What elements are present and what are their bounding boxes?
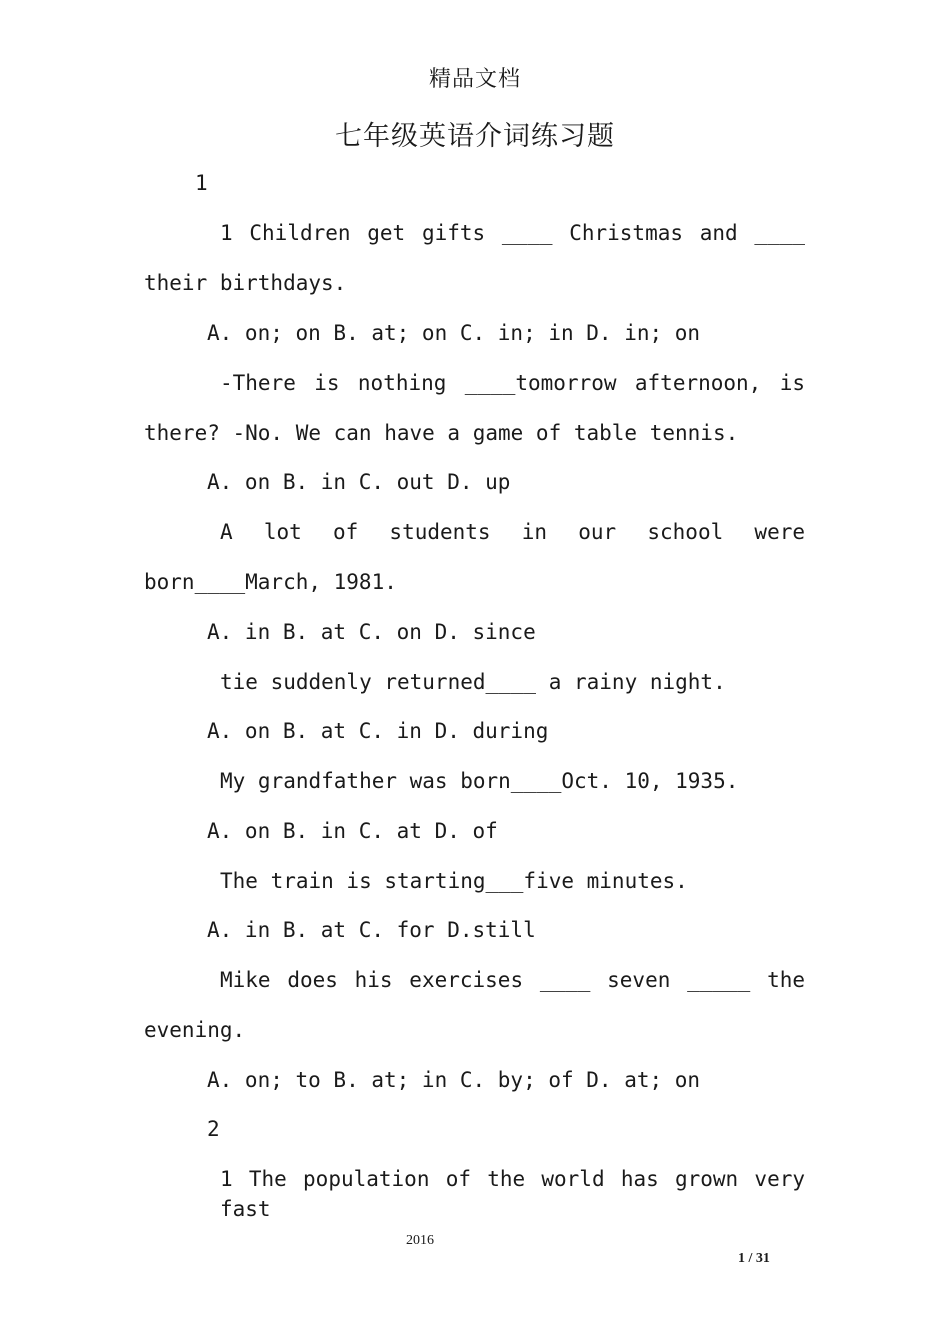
answer-options: A. on B. at C. in D. during bbox=[207, 719, 549, 743]
answer-options: A. on; to B. at; in C. by; of D. at; on bbox=[207, 1068, 701, 1092]
section-number: 2 bbox=[207, 1117, 220, 1141]
question-text: 1 Children get gifts ____ Christmas and ____ bbox=[220, 221, 805, 245]
answer-options: A. in B. at C. on D. since bbox=[207, 620, 536, 644]
footer-year: 2016 bbox=[406, 1233, 434, 1248]
answer-options: A. on B. in C. out D. up bbox=[207, 470, 511, 494]
answer-options: A. in B. at C. for D.still bbox=[207, 918, 536, 942]
question-text: evening. bbox=[144, 1018, 246, 1042]
page-number: 1 / 31 bbox=[738, 1251, 770, 1266]
question-text: Mike does his exercises ____ seven _____ the bbox=[220, 968, 805, 992]
question-text: there? -No. We can have a game of table tennis. bbox=[144, 421, 739, 445]
question-text: tie suddenly returned____ a rainy night. bbox=[220, 670, 726, 694]
question-text: -There is nothing ____tomorrow afternoon, is bbox=[220, 371, 805, 395]
section-number: 1 bbox=[195, 171, 208, 195]
question-text: 1 The population of the world has grown very fast bbox=[220, 1167, 805, 1221]
question-text: born____March, 1981. bbox=[144, 570, 397, 594]
question-text: My grandfather was born____Oct. 10, 1935. bbox=[220, 769, 739, 793]
question-text: A lot of students in our school were bbox=[220, 520, 805, 544]
answer-options: A. on; on B. at; on C. in; in D. in; on bbox=[207, 321, 701, 345]
page-header: 精品文档 bbox=[428, 67, 521, 92]
question-text: The train is starting___five minutes. bbox=[220, 869, 688, 893]
question-text: their birthdays. bbox=[144, 271, 347, 295]
answer-options: A. on B. in C. at D. of bbox=[207, 819, 498, 843]
document-title: 七年级英语介词练习题 bbox=[335, 121, 615, 152]
